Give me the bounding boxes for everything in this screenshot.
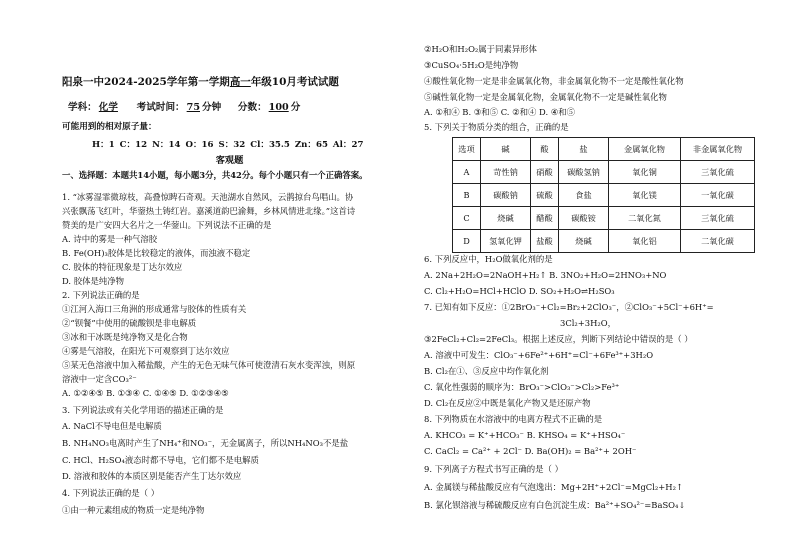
title-prefix: 阳泉一中2024-2025学年第一学期 <box>62 76 230 88</box>
table-cell: 烧碱 <box>559 230 609 253</box>
table-cell: C <box>453 207 481 230</box>
table-header-cell: 碱 <box>481 138 531 161</box>
left-line: ①江河入海口三角洲的形成通常与胶体的性质有关 <box>62 304 247 314</box>
right-line: A. 2Na+2H₂O=2NaOH+H₂↑ B. 3NO₂+H₂O=2HNO₃+NO <box>424 270 667 280</box>
right-line: ③CuSO₄·5H₂O是纯净物 <box>424 60 519 70</box>
table-cell: 氧化镁 <box>609 184 681 207</box>
left-line: 4. 下列说法正确的是（ ） <box>62 488 160 498</box>
right-line: A. KHCO₃ = K⁺+HCO₃⁻ B. KHSO₄ = K⁺+HSO₄⁻ <box>424 430 626 440</box>
left-line: D. 溶液和胶体的本质区别是能否产生丁达尔效应 <box>62 471 242 481</box>
right-line: 6. 下列反应中，H₂O做氧化剂的是 <box>424 254 553 264</box>
title-grade: 高一 <box>229 76 251 88</box>
left-line: ⑤某无色溶液中加入稀盐酸，产生的无色无味气体可使澄清石灰水变浑浊，则原 <box>62 360 356 370</box>
left-line: ①由一种元素组成的物质一定是纯净物 <box>62 505 205 515</box>
score-unit: 分 <box>290 102 301 113</box>
left-line: D. 胶体是纯净物 <box>62 276 124 286</box>
right-line: B. 氯化钡溶液与稀硫酸反应有白色沉淀生成：Ba²⁺+SO₄²⁻=BaSO₄↓ <box>424 500 686 510</box>
objective-title: 客观题 <box>215 155 244 166</box>
right-line: 5. 下列关于物质分类的组合，正确的是 <box>424 122 569 132</box>
table-header-cell: 盐 <box>559 138 609 161</box>
exam-title <box>62 76 339 89</box>
left-line: C. 胶体的特征现象是丁达尔效应 <box>62 262 183 272</box>
atomic-mass-row: H：1 C：12 N：14 O：16 S：32 Cl：35.5 Zn：65 Al：27 <box>92 140 364 150</box>
left-line: ③冰和干冰既是纯净物又是化合物 <box>62 332 188 342</box>
subject-label: 学科： <box>68 102 97 113</box>
table-cell: 醋酸 <box>531 207 559 230</box>
table-cell: 硫酸 <box>531 184 559 207</box>
left-line: 赞美的是广安四大名片之一华蓥山。下列说法不正确的是 <box>62 220 272 230</box>
left-line: 溶液中一定含CO₃²⁻ <box>62 374 137 384</box>
table-row <box>453 184 755 207</box>
right-line: ④酸性氧化物一定是非金属氧化物，非金属氧化物不一定是酸性氧化物 <box>424 76 684 86</box>
table-cell: A <box>453 161 481 184</box>
table-cell: 碳酸钠 <box>481 184 531 207</box>
table-header-cell: 非金属氧化物 <box>681 138 755 161</box>
score-value: 100 <box>268 102 289 113</box>
table-cell: 苛性钠 <box>481 161 531 184</box>
table-cell: 碳酸铵 <box>559 207 609 230</box>
right-line: C. 氧化性强弱的顺序为：BrO₃⁻>ClO₃⁻>Cl₂>Fe³⁺ <box>424 382 620 392</box>
time-unit: 分钟 <box>202 102 222 113</box>
table-header-cell: 选项 <box>453 138 481 161</box>
right-line: A. 金属镁与稀盐酸反应有气泡逸出：Mg+2H⁺+2Cl⁻=MgCl₂+H₂↑ <box>424 482 683 492</box>
atomic-mass-title: 可能用到的相对原子量： <box>62 122 157 132</box>
table-cell: 烧碱 <box>481 207 531 230</box>
table-header-cell: 金属氧化物 <box>609 138 681 161</box>
left-line: 兴张飘荡飞红叶，华蓥热土铸红岩。嘉溪道韵巴渝舞，乡林风情进北缘。”这首诗 <box>62 206 356 216</box>
table-row <box>453 207 755 230</box>
right-line: ②H₂O和H₂O₂属于同素异形体 <box>424 44 537 54</box>
table-header-cell: 酸 <box>531 138 559 161</box>
table-cell: 一氧化碳 <box>681 184 755 207</box>
left-line: B. Fe(OH)₃胶体是比较稳定的液体，而浊液不稳定 <box>62 248 251 258</box>
table-row <box>453 161 755 184</box>
subject-value: 化学 <box>98 102 118 113</box>
table-cell: 氧化铝 <box>609 230 681 253</box>
table-cell: 二氧化碳 <box>681 230 755 253</box>
left-line: A. ①②④⑤ B. ①③④ C. ①④⑤ D. ①②③④⑤ <box>62 388 229 398</box>
left-line: ②“钡餐”中使用的硫酸钡是非电解质 <box>62 318 197 328</box>
right-line: 7. 已知有如下反应：①2BrO₃⁻+Cl₂=Br₂+2ClO₃⁻，②ClO₃⁻+5Cl⁻+6H⁺= <box>424 302 714 312</box>
table-header-row <box>453 138 755 161</box>
table-cell: 食盐 <box>559 184 609 207</box>
left-line: 2. 下列说法正确的是 <box>62 290 140 300</box>
right-line: ③2FeCl₂+Cl₂=2FeCl₃。根据上述反应，判断下列结论中错误的是（ ） <box>424 334 693 344</box>
right-line: ⑤碱性氧化物一定是金属氧化物，金属氧化物不一定是碱性氧化物 <box>424 92 667 102</box>
section-one-heading: 一、选择题：本题共14小题，每小题3分，共42分。每个小题只有一个正确答案。 <box>62 170 368 180</box>
title-suffix: 年级10月考试试题 <box>250 76 339 88</box>
table-cell: 盐酸 <box>531 230 559 253</box>
exam-meta <box>68 102 300 114</box>
score-label: 分数： <box>237 102 267 113</box>
left-line: ④雾是气溶胶，在阳光下可观察到丁达尔效应 <box>62 346 230 356</box>
table-cell: 二氧化氮 <box>609 207 681 230</box>
table-cell: D <box>453 230 481 253</box>
left-line: A. NaCl不导电但是电解质 <box>62 421 162 431</box>
table-cell: 氧化铜 <box>609 161 681 184</box>
left-line: B. NH₄NO₃电离时产生了NH₄⁺和NO₃⁻，无金属离子，所以NH₄NO₃不是盐 <box>62 438 349 448</box>
right-line: B. Cl₂在①、③反应中均作氧化剂 <box>424 366 549 376</box>
table-row <box>453 230 755 253</box>
table-cell: 三氧化硫 <box>681 161 755 184</box>
left-line: C. HCl、H₂SO₄液态时都不导电，它们都不是电解质 <box>62 455 259 465</box>
right-line: C. CaCl₂ = Ca²⁺ + 2Cl⁻ D. Ba(OH)₂ = Ba²⁺+ 2OH⁻ <box>424 446 637 456</box>
right-line: 3Cl₂+3H₂O， <box>560 318 617 328</box>
left-line: 1. “冰雾湿霏微琼枝，高叠惊睥石奇观。天池湖水自然风，云鹊掠台鸟唱山。协 <box>62 192 354 202</box>
left-line: A. 诗中的雾是一种气溶胶 <box>62 234 158 244</box>
table-cell: 氢氧化钾 <box>481 230 531 253</box>
left-line: 3. 下列说法或有关化学用语的描述正确的是 <box>62 405 224 415</box>
right-line: A. ①和④ B. ③和⑤ C. ②和④ D. ④和⑤ <box>424 107 576 117</box>
table-cell: B <box>453 184 481 207</box>
time-value: 75 <box>186 102 200 113</box>
right-line: C. Cl₂+H₂O=HCl+HClO D. SO₂+H₂O⇌H₂SO₃ <box>424 286 615 296</box>
time-label: 考试时间： <box>136 102 185 113</box>
right-line: D. Cl₂在反应②中既是氧化产物又是还原产物 <box>424 398 591 408</box>
table-cell: 三氧化硫 <box>681 207 755 230</box>
table-cell: 碳酸氢钠 <box>559 161 609 184</box>
right-line: 8. 下列物质在水溶液中的电离方程式不正确的是 <box>424 414 603 424</box>
classification-table <box>452 137 755 253</box>
right-line: 9. 下列离子方程式书写正确的是（ ） <box>424 464 563 474</box>
table-cell: 硝酸 <box>531 161 559 184</box>
right-line: A. 溶液中可发生：ClO₃⁻+6Fe²⁺+6H⁺=Cl⁻+6Fe³⁺+3H₂O <box>424 350 654 360</box>
